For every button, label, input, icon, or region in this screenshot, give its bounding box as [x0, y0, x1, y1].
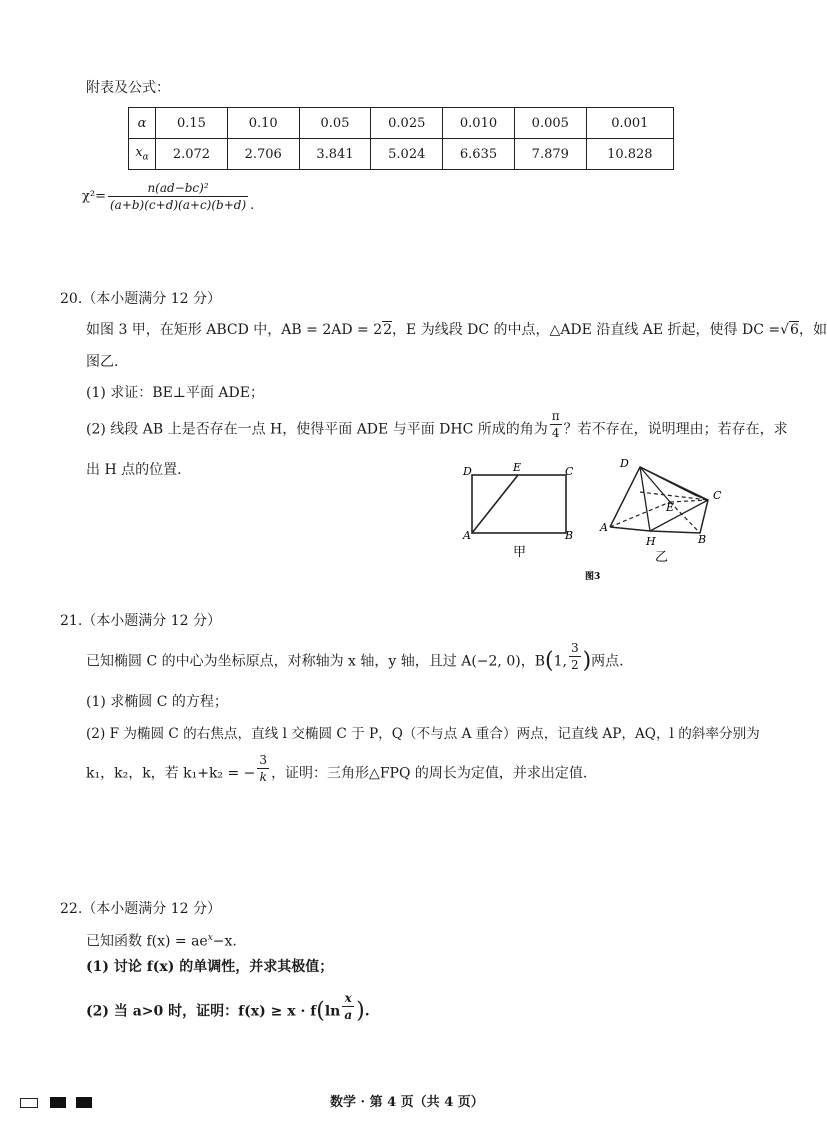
q22-part2-end: .	[364, 1003, 370, 1020]
label-c-right: C	[713, 489, 722, 502]
label-yi: 乙	[655, 550, 669, 565]
fraction-denominator: a	[344, 1008, 353, 1022]
fraction-numerator: x	[342, 990, 354, 1007]
formula-numerator: n(ad−bc)²	[108, 180, 248, 197]
label-a: A	[463, 529, 471, 542]
fraction-denominator: k	[259, 770, 267, 784]
x-subscript: α	[142, 152, 149, 163]
table-row-alpha	[129, 108, 674, 139]
figure-yi-drawing	[610, 467, 708, 533]
q21-line3	[86, 753, 588, 785]
segment-ae-dashed	[610, 502, 670, 527]
formula-end: .	[250, 198, 255, 213]
segment-dc	[640, 467, 708, 500]
three-over-k-fraction	[257, 752, 269, 785]
rectangle-abcd	[472, 475, 566, 533]
table-cell: 0.15	[156, 108, 228, 139]
label-e-right: E	[666, 501, 675, 514]
q20-line2: 图乙.	[86, 354, 119, 370]
label-e: E	[513, 461, 522, 474]
fraction-numerator: 3	[259, 753, 268, 767]
q22-part2-a: (2) 当 a>0 时，证明：f(x) ≥ x · f	[86, 1003, 317, 1020]
table-cell: 0.05	[299, 108, 371, 139]
appendix-title: 附表及公式：	[86, 80, 170, 96]
q20-line1-c: ，如	[798, 322, 827, 338]
q20-line1-a: 如图 3 甲，在矩形 ABCD 中，AB = 2AD = 2	[86, 322, 383, 338]
table-cell: 0.025	[371, 108, 443, 139]
label-h-right: H	[646, 535, 656, 548]
q22-header: 22.（本小题满分 12 分）	[60, 901, 221, 917]
table-cell: 0.005	[514, 108, 586, 139]
table-cell: 2.706	[227, 139, 299, 170]
figure-jia-drawing	[472, 475, 566, 533]
q20-line1-b: ，E 为线段 DC 的中点，△ADE 沿直线 AE 折起，使得 DC =	[392, 322, 781, 338]
segment-ec-dashed	[670, 500, 708, 502]
label-d-right: D	[620, 457, 629, 470]
formula-fraction	[108, 180, 248, 213]
figure-3	[455, 455, 745, 585]
q21-part1: (1) 求椭圆 C 的方程；	[86, 694, 228, 710]
figure-caption: 图3	[585, 572, 601, 582]
q20-line1: 如图 3 甲，在矩形 ABCD 中，AB = 2AD = 22，E 为线段 DC 的中点，△ADE 沿直线 AE 折起，使得 DC =√6，如	[86, 322, 827, 338]
q20-part2-line2: 出 H 点的位置.	[86, 462, 182, 478]
q21-line1-b: 两点.	[591, 653, 624, 670]
fraction-denominator: 4	[551, 426, 560, 440]
q21-part2: (2) F 为椭圆 C 的右焦点，直线 l 交椭圆 C 于 P，Q（不与点 A 重合）两点，记直线 AP，AQ，l 的斜率分别为	[86, 726, 760, 742]
q20-header: 20.（本小题满分 12 分）	[60, 291, 221, 307]
q22-part2: (2) 当 a>0 时，证明：f(x) ≥ x · f(ln $\frac{x}{a}$ ).	[86, 991, 370, 1024]
table-cell: 10.828	[586, 139, 673, 170]
label-a-right: A	[600, 521, 608, 534]
chi-square-formula	[82, 180, 254, 213]
footer-empty-square	[20, 1098, 38, 1108]
fraction-numerator: 3	[570, 641, 579, 655]
q20-part2-a: (2) 线段 AB 上是否存在一点 H，使得平面 ADE 与平面 DHC 所成的角为	[86, 421, 548, 438]
label-jia: 甲	[513, 545, 527, 560]
q20-sqrt-6: 6	[790, 322, 799, 338]
q20-sqrt-2: 2	[383, 322, 393, 338]
point-b-x: 1,	[553, 653, 567, 670]
label-c: C	[565, 465, 574, 478]
formula-denominator: (a+b)(c+d)(a+c)(b+d)	[109, 198, 247, 212]
segment-ae	[472, 475, 518, 533]
q21-line3-b: ，证明：三角形△FPQ 的周长为定值，并求出定值.	[271, 765, 588, 782]
q21-line1: 已知椭圆 C 的中心为坐标原点，对称轴为 x 轴，y 轴，且过 A(−2, 0)，B(1, $\frac{3}{2}$ )两点.	[86, 641, 624, 674]
ln-symbol: ln	[324, 1003, 341, 1020]
table-cell: 2.072	[156, 139, 228, 170]
table-cell: 3.841	[299, 139, 371, 170]
three-halves-fraction	[569, 640, 581, 673]
table-cell: 7.879	[514, 139, 586, 170]
table-cell-alpha-label: α	[129, 108, 156, 139]
table-cell: 6.635	[443, 139, 515, 170]
label-b: B	[565, 529, 574, 542]
x-symbol: x	[135, 145, 143, 161]
fraction-numerator: π	[551, 409, 560, 423]
footer-filled-square	[76, 1097, 92, 1108]
q21-line3-a: k₁，k₂，k，若 k₁+k₂ = −	[86, 765, 256, 782]
x-over-a-fraction	[342, 990, 354, 1023]
exponent-x: x	[207, 933, 213, 943]
table-cell-x-label	[129, 139, 156, 170]
pi-over-4-fraction	[550, 408, 562, 441]
label-b-right: B	[698, 533, 707, 546]
segment-hc	[650, 500, 708, 531]
fraction-denominator: 2	[570, 658, 579, 672]
table-cell: 0.10	[227, 108, 299, 139]
q22-part1: (1) 讨论 f(x) 的单调性，并求其极值；	[86, 959, 334, 975]
table-cell: 0.010	[443, 108, 515, 139]
table-cell: 5.024	[371, 139, 443, 170]
q20-part2-b: ？若不存在，说明理由；若存在，求	[563, 421, 788, 438]
footer-filled-square	[50, 1097, 66, 1108]
q22-line1-end: −x.	[212, 933, 237, 950]
q20-part1: (1) 求证：BE⊥平面 ADE；	[86, 385, 264, 401]
page-footer: 数学 · 第 4 页（共 4 页）	[330, 1095, 484, 1110]
label-d: D	[463, 465, 472, 478]
q21-header: 21.（本小题满分 12 分）	[60, 613, 221, 629]
q21-line1-a: 已知椭圆 C 的中心为坐标原点，对称轴为 x 轴，y 轴，且过 A(−2, 0)，B	[86, 653, 545, 670]
q22-line1-text: 已知函数 f(x) = ae	[86, 933, 208, 950]
table-row-x	[129, 139, 674, 170]
table-cell: 0.001	[586, 108, 673, 139]
chi-square-table	[128, 107, 674, 170]
q22-line1	[86, 928, 237, 952]
formula-lhs: χ²=	[82, 189, 106, 204]
q20-part2	[86, 409, 788, 441]
